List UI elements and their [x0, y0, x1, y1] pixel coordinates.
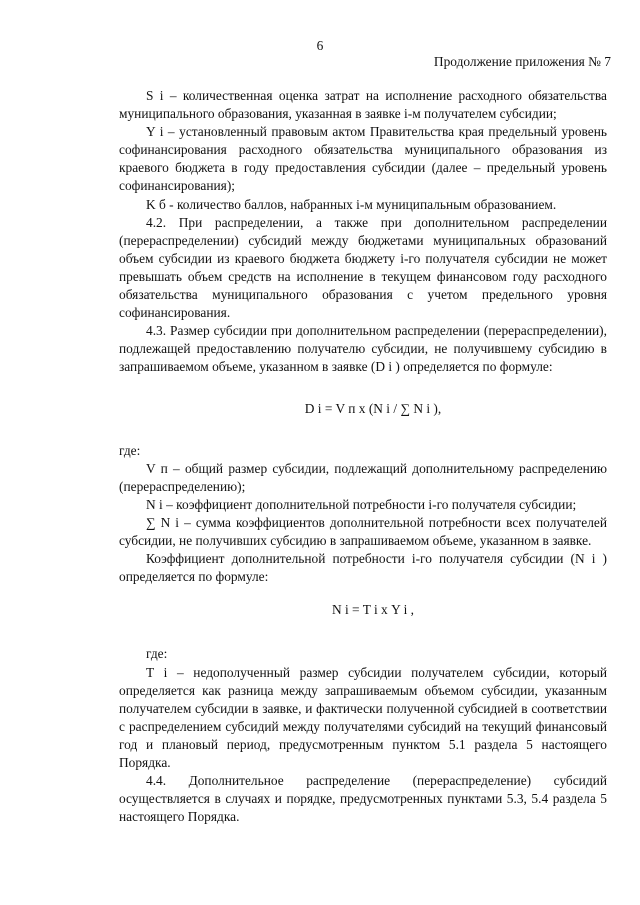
ni-definition: N i – коэффициент дополнительной потребности i-го получателя субсидии; — [146, 496, 577, 512]
page-number: 6 — [316, 38, 324, 53]
sum-ni-definition: ∑ N i – сумма коэффициентов дополнительной потребности всех получателей субсидии, не получивших субсидию в запрашиваемом объеме, указанном в заявке. — [119, 514, 607, 549]
paragraph-4-2: 4.2. При распределении, а также при дополнительном распределении (перераспределении) субсидий между бюджетами муниципальных образований объем субсидии из краевого бюджета бюджету i-го получателя субсидии не может превышать объем средств на исполнение в текущем финансовом году расходного обязательства муниципального образования с учетом предельного уровня софинансирования. — [119, 214, 607, 321]
document-body — [119, 87, 607, 826]
coefficient-definition: Коэффициент дополнительной потребности i-го получателя субсидии (N i ) определяется по формуле: — [119, 551, 607, 585]
k-definition: K б - количество баллов, набранных i-м муниципальным образованием. — [146, 196, 557, 212]
where-label-2: где: — [146, 646, 168, 662]
formula-n: N i = T i х Y i , — [331, 602, 415, 618]
formula-d: D i = V п х (N i / ∑ N i ), — [304, 400, 442, 416]
y-definition: Y i – установленный правовым актом Правительства края предельный уровень софинансирования расходного обязательства муниципального образования из краевого бюджета в году предоставления субсидии (далее – предельный уровень софинансирования); — [119, 124, 607, 194]
where-label-1: где: — [119, 442, 141, 458]
ti-definition: T i – недополученный размер субсидии получателем субсидии, который определяется как разница между запрашиваемым объемом субсидии, указанным получателем субсидии в заявке, и фактически полученной субсидией в соответствии с распределением субсидий между получателями субсидий на текущий финансовый год и плановый период, предусмотренным пунктом 5.1 раздела 5 настоящего Порядка. — [119, 664, 607, 770]
paragraph-4-4: 4.4. Дополнительное распределение (перераспределение) субсидий осуществляется в случаях и порядке, предусмотренных пунктами 5.3, 5.4 раздела 5 настоящего Порядка. — [119, 773, 607, 825]
paragraph-4-3: 4.3. Размер субсидии при дополнительном распределении (перераспределении), подлежащей предоставлению получателю субсидии, не получившему субсидию в запрашиваемом объеме, указанном в заявке (D i ) определяется по формуле: — [119, 323, 607, 375]
vp-definition: V п – общий размер субсидии, подлежащий дополнительному распределению (перераспределению); — [119, 460, 607, 494]
s-definition: S i – количественная оценка затрат на исполнение расходного обязательства муниципального образования, указанная в заявке i-м получателем субсидии; — [119, 88, 607, 122]
appendix-note: Продолжение приложения № 7 — [433, 54, 611, 69]
